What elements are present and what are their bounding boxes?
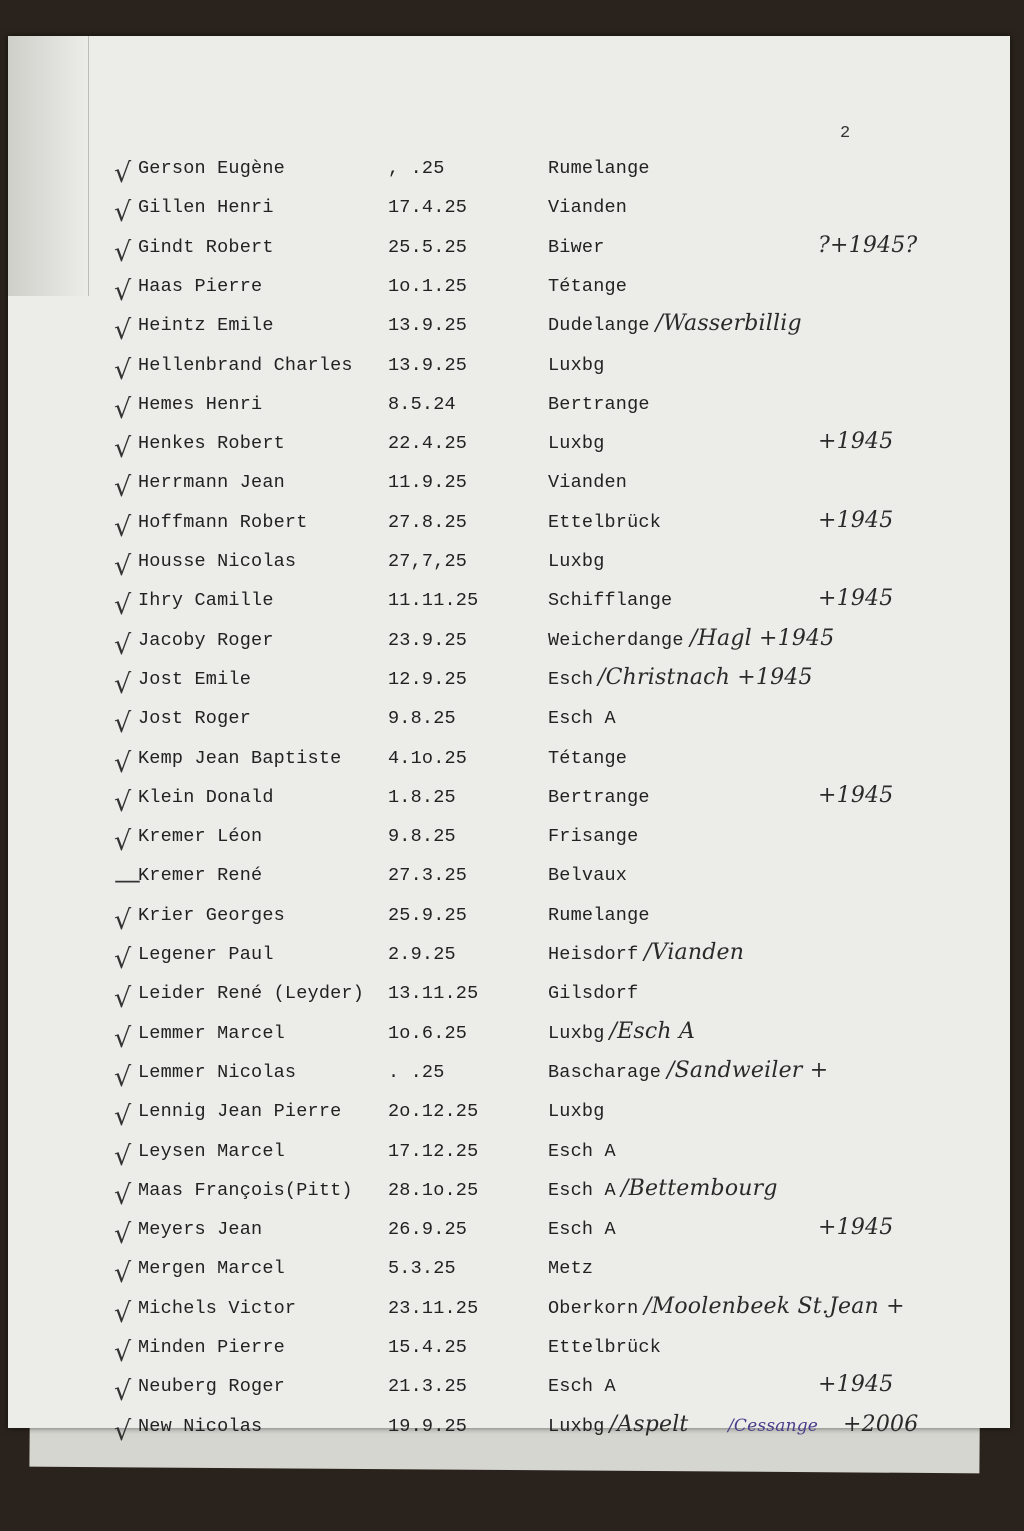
birth-date: 23.9.25 xyxy=(388,629,468,651)
check-mark: √ xyxy=(114,1179,132,1211)
person-name: Henkes Robert xyxy=(138,433,285,455)
birth-date: 8.5.24 xyxy=(388,393,456,415)
birth-place: Weicherdange xyxy=(548,629,684,651)
birth-place: Luxbg xyxy=(548,354,605,376)
handwritten-note: +1945 xyxy=(818,1372,894,1398)
check-mark: √ xyxy=(114,1258,132,1290)
check-mark: √ xyxy=(114,158,132,189)
birth-place: Biwer xyxy=(548,236,605,258)
check-mark: √ xyxy=(114,433,132,465)
person-name: Lemmer Marcel xyxy=(138,1022,285,1044)
birth-date: 21.3.25 xyxy=(388,1376,468,1398)
birth-place: Luxbg xyxy=(548,1022,605,1044)
birth-date: 27.8.25 xyxy=(388,511,468,533)
birth-place: Vianden xyxy=(548,197,628,219)
person-name: Gerson Eugène xyxy=(138,158,285,179)
check-mark: √ xyxy=(114,197,132,229)
person-name: Maas François(Pitt) xyxy=(138,1179,353,1201)
person-name: Hoffmann Robert xyxy=(138,511,308,533)
check-mark: √ xyxy=(114,354,132,386)
check-mark: √ xyxy=(114,1297,132,1329)
birth-date: 13.9.25 xyxy=(388,315,468,337)
check-mark: √ xyxy=(114,826,132,858)
handwritten-note: /Wasserbillig xyxy=(655,311,802,337)
birth-date: 15.4.25 xyxy=(388,1337,468,1358)
birth-place: Rumelange xyxy=(548,904,650,926)
birth-date: 17.12.25 xyxy=(388,1140,479,1162)
birth-date: 23.11.25 xyxy=(388,1297,479,1319)
handwritten-note: +1945 xyxy=(818,507,894,533)
check-mark: — xyxy=(114,865,142,897)
person-name: Gindt Robert xyxy=(138,236,274,258)
birth-place: Ettelbrück xyxy=(548,511,662,533)
birth-date: 1o.6.25 xyxy=(388,1022,468,1044)
check-mark: √ xyxy=(114,1061,132,1093)
check-mark: √ xyxy=(114,275,132,307)
birth-place: Esch A xyxy=(548,708,616,730)
check-mark: √ xyxy=(114,393,132,425)
person-name: Lemmer Nicolas xyxy=(138,1061,297,1083)
person-name: Mergen Marcel xyxy=(138,1258,285,1280)
birth-place: Luxbg xyxy=(548,551,605,572)
birth-place: Frisange xyxy=(548,826,639,848)
page-number: 2 xyxy=(840,124,851,143)
handwritten-note: /Aspelt xyxy=(609,1411,689,1437)
birth-date: 13.11.25 xyxy=(388,983,479,1005)
birth-place: Esch A xyxy=(548,1376,616,1398)
birth-place: Ettelbrück xyxy=(548,1337,662,1358)
birth-date: . .25 xyxy=(388,1061,445,1083)
check-mark: √ xyxy=(114,668,132,700)
birth-date: 5.3.25 xyxy=(388,1258,456,1280)
birth-place: Bertrange xyxy=(548,786,650,808)
handwritten-note: /Christnach +1945 xyxy=(598,664,813,690)
handwritten-note: /Esch A xyxy=(609,1018,696,1044)
check-mark: √ xyxy=(114,904,132,936)
check-mark: √ xyxy=(114,1337,132,1368)
check-mark: √ xyxy=(114,1219,132,1251)
check-mark: √ xyxy=(114,944,132,975)
person-name: Michels Victor xyxy=(138,1297,297,1319)
handwritten-note-end: +2006 xyxy=(843,1411,919,1437)
person-name: Jost Roger xyxy=(138,708,252,730)
check-mark: √ xyxy=(114,786,132,818)
person-name: Kremer Léon xyxy=(138,826,263,848)
birth-date: 9.8.25 xyxy=(388,826,456,848)
person-name: Krier Georges xyxy=(138,904,285,926)
birth-date: 17.4.25 xyxy=(388,197,468,219)
birth-date: 2o.12.25 xyxy=(388,1101,479,1123)
birth-place: Vianden xyxy=(548,472,628,494)
birth-date: 27.3.25 xyxy=(388,865,468,887)
birth-place: Luxbg xyxy=(548,433,605,455)
birth-place: Dudelange xyxy=(548,315,650,337)
check-mark: √ xyxy=(114,1022,132,1054)
birth-place: Bascharage xyxy=(548,1061,662,1083)
birth-date: 1o.1.25 xyxy=(388,275,468,297)
person-name: Herrmann Jean xyxy=(138,472,285,494)
person-name: Legener Paul xyxy=(138,944,274,965)
person-name: Gillen Henri xyxy=(138,197,274,219)
person-name: Lennig Jean Pierre xyxy=(138,1101,342,1123)
check-mark: √ xyxy=(114,983,132,1015)
person-name: Housse Nicolas xyxy=(138,551,297,572)
person-name: Klein Donald xyxy=(138,786,274,808)
birth-date: 11.9.25 xyxy=(388,472,468,494)
handwritten-note: /Sandweiler + xyxy=(667,1057,829,1083)
person-name: Kremer René xyxy=(138,865,263,887)
handwritten-note: +1945 xyxy=(818,586,894,612)
birth-date: 13.9.25 xyxy=(388,354,468,376)
birth-place: Esch A xyxy=(548,1179,616,1201)
birth-date: 4.1o.25 xyxy=(388,747,468,769)
birth-place: Esch A xyxy=(548,1219,616,1241)
person-name: Leider René (Leyder) xyxy=(138,983,365,1005)
person-name: Jacoby Roger xyxy=(138,629,274,651)
check-mark: √ xyxy=(114,1101,132,1133)
birth-place: Oberkorn xyxy=(548,1297,639,1319)
birth-place: Gilsdorf xyxy=(548,983,639,1005)
birth-place: Bertrange xyxy=(548,393,650,415)
check-mark: √ xyxy=(114,590,132,622)
person-name: Hellenbrand Charles xyxy=(138,354,353,376)
handwritten-note: +1945 xyxy=(818,782,894,808)
birth-place: Heisdorf xyxy=(548,944,639,965)
check-mark: √ xyxy=(114,629,132,661)
birth-date: 25.5.25 xyxy=(388,236,468,258)
person-name: Leysen Marcel xyxy=(138,1140,285,1162)
check-mark: √ xyxy=(114,236,132,268)
birth-place: Belvaux xyxy=(548,865,628,887)
birth-date: , .25 xyxy=(388,158,445,179)
birth-date: 9.8.25 xyxy=(388,708,456,730)
birth-date: 22.4.25 xyxy=(388,433,468,455)
check-mark: √ xyxy=(114,472,132,504)
birth-place: Luxbg xyxy=(548,1415,605,1437)
person-name: Hemes Henri xyxy=(138,393,263,415)
handwritten-note: /Hagl +1945 xyxy=(690,625,835,651)
person-name: Minden Pierre xyxy=(138,1337,285,1358)
check-mark: √ xyxy=(114,551,132,582)
check-mark: √ xyxy=(114,315,132,347)
person-name: Jost Emile xyxy=(138,668,252,690)
birth-date: 11.11.25 xyxy=(388,590,479,612)
document-page xyxy=(8,36,1010,1447)
check-mark: √ xyxy=(114,747,132,779)
check-mark: √ xyxy=(114,1140,132,1172)
birth-place: Luxbg xyxy=(548,1101,605,1123)
person-name: Meyers Jean xyxy=(138,1219,263,1241)
birth-date: 2.9.25 xyxy=(388,944,456,965)
birth-place: Tétange xyxy=(548,747,628,769)
previous-page-edge xyxy=(8,36,89,296)
birth-place: Schifflange xyxy=(548,590,673,612)
person-name: Kemp Jean Baptiste xyxy=(138,747,342,769)
handwritten-note: +1945 xyxy=(818,429,894,455)
birth-date: 1.8.25 xyxy=(388,786,456,808)
birth-place: Esch A xyxy=(548,1140,616,1162)
birth-date: 26.9.25 xyxy=(388,1219,468,1241)
handwritten-note-blue: /Cessange xyxy=(728,1415,819,1436)
person-name: Ihry Camille xyxy=(138,590,274,612)
person-name: New Nicolas xyxy=(138,1415,263,1437)
birth-place: Metz xyxy=(548,1258,594,1280)
person-name: Haas Pierre xyxy=(138,275,263,297)
person-name: Heintz Emile xyxy=(138,315,274,337)
check-mark: √ xyxy=(114,708,132,740)
handwritten-note: /Bettembourg xyxy=(621,1175,778,1201)
birth-place: Rumelange xyxy=(548,158,650,179)
handwritten-note: ?+1945? xyxy=(818,232,918,258)
handwritten-note: /Moolenbeek St.Jean + xyxy=(644,1293,905,1319)
birth-place: Esch xyxy=(548,668,594,690)
check-mark: √ xyxy=(114,1415,132,1447)
person-name: Neuberg Roger xyxy=(138,1376,285,1398)
check-mark: √ xyxy=(114,1376,132,1408)
check-mark: √ xyxy=(114,511,132,543)
birth-date: 28.1o.25 xyxy=(388,1179,479,1201)
birth-date: 25.9.25 xyxy=(388,904,468,926)
handwritten-note: +1945 xyxy=(818,1215,894,1241)
birth-place: Tétange xyxy=(548,275,628,297)
birth-date: 19.9.25 xyxy=(388,1415,468,1437)
birth-date: 27,7,25 xyxy=(388,551,468,572)
birth-date: 12.9.25 xyxy=(388,668,468,690)
handwritten-note: /Vianden xyxy=(644,940,745,965)
